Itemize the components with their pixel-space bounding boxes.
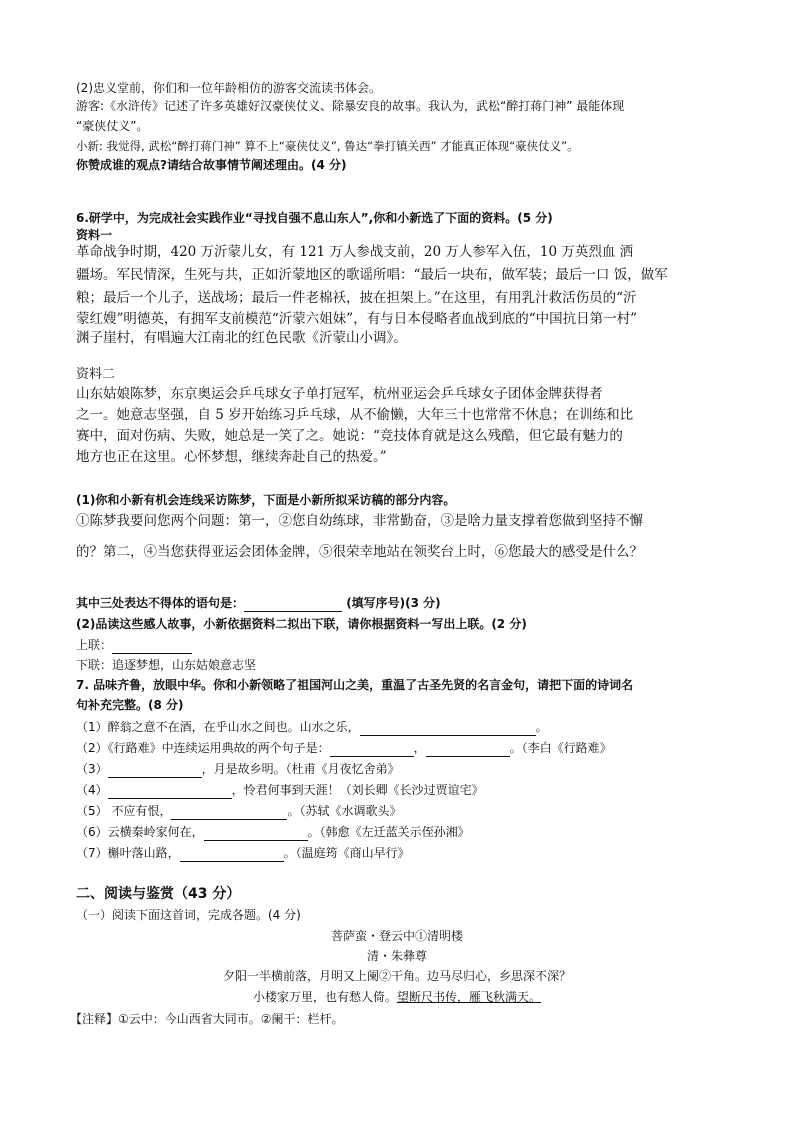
poem-note: 【注释】①云中：今山西省大同市。②阑干：栏杆。 <box>70 1012 344 1026</box>
q7-item-post: 。（李白《行路难》 <box>509 741 612 755</box>
section2-subheading: （一）阅读下面这首词，完成各题。(4 分) <box>76 908 301 922</box>
q6-material2-line: 地方也正在这里。心怀梦想，继续奔赴自己的热爱。” <box>76 449 387 465</box>
q5-2-tourist-line2: “豪侠仗义”。 <box>76 119 149 133</box>
q5-2-prompt: (2)忠义堂前，你们和一位年龄相仿的游客交流读书体会。 <box>76 81 382 95</box>
answer-blank[interactable] <box>244 597 342 612</box>
poem-blank[interactable] <box>360 721 536 736</box>
poem-blank[interactable] <box>330 742 414 757</box>
q6-sub1-answer-pre: 其中三处表达不得体的语句是： <box>76 596 245 610</box>
q7-item-pre: （6）云横秦岭家何在， <box>76 825 204 839</box>
q7-item-mid: ， <box>413 741 426 755</box>
q6-xialian: 下联：追逐梦想，山东姑娘意志坚 <box>76 658 257 672</box>
q6-material1-line: 渊子崖村，有唱遍大江南北的红色民歌《沂蒙山小调》。 <box>76 330 407 346</box>
q7-item <box>76 739 612 757</box>
q5-2-tourist-line1: 游客:《水浒传》记述了许多英雄好汉豪侠仗义、除暴安良的故事。我认为，武松“醉打蒋门神” 最能体现 <box>76 99 625 113</box>
q7-item <box>76 802 401 820</box>
poem-blank[interactable] <box>108 784 232 799</box>
q7-item <box>76 823 470 841</box>
q6-sub1-answer-post: (填写序号)(3 分) <box>342 596 441 610</box>
q7-item-pre: （5） 不应有恨， <box>76 804 172 818</box>
q6-sub1-answer-line <box>76 594 441 612</box>
poem-blank[interactable] <box>426 742 510 757</box>
poem-line2 <box>0 988 794 1006</box>
q7-item <box>76 718 548 736</box>
q5-2-xiaoxin: 小新: 我觉得, 武松“醉打蒋门神” 算不上“豪侠仗义”, 鲁达“拳打镇关西” 才能真正体现“豪侠仗义”。 <box>76 139 579 153</box>
poem-blank[interactable] <box>180 847 284 862</box>
poem-author: 清・朱彝尊 <box>366 949 427 963</box>
q7-item-post: 。（温庭筠《商山早行》 <box>283 846 410 860</box>
q6-shanglian-line <box>76 636 192 654</box>
q7-item-post: 。（苏轼《水调歌头》 <box>287 804 402 818</box>
q5-2-question: 你赞成谁的观点?请结合故事情节阐述理由。(4 分) <box>76 158 347 172</box>
q6-material1-line: 疆场。军民情深，生死与共，正如沂蒙地区的歌谣所唱：“最后一块布，做军装；最后一口 饭，做军 <box>76 267 668 283</box>
q6-material2-line: 之一。她意志坚强，自 5 岁开始练习乒乓球，从不偷懒，大年三十也常常不休息；在训练和比 <box>76 407 634 423</box>
q7-item-pre: （4） <box>76 783 108 797</box>
q6-material2-line: 赛中，面对伤病、失败，她总是一笑了之。她说：“竞技体育就是这么残酷，但它最有魅力的 <box>76 428 623 444</box>
q6-material2-title: 资料二 <box>76 367 116 382</box>
q7-item <box>76 781 484 799</box>
q6-heading: 6.研学中，为完成社会实践作业“寻找自强不息山东人”,你和小新选了下面的资料。(5 分) <box>76 211 553 225</box>
q6-material1-line: 革命战争时期，420 万沂蒙儿女，有 121 万人参战支前，20 万人参军入伍，10 万英烈血 洒 <box>76 244 634 260</box>
q7-item-pre: （3） <box>76 762 108 776</box>
poem-line2-plain: 小楼家万里，也有愁人倚。 <box>252 990 397 1004</box>
poem-blank[interactable] <box>204 826 308 841</box>
q7-item-post: ，怜君何事到天涯！（刘长卿《长沙过贾谊宅》 <box>231 783 484 797</box>
q6-material2-line: 山东姑娘陈梦，东京奥运会乒乓球女子单打冠军，杭州亚运会乒乓球女子团体金牌获得者 <box>76 386 603 402</box>
q6-sub2-prompt: (2)品读这些感人故事，小新依据资料二拟出下联，请你根据资料一写出上联。(2 分) <box>76 617 527 631</box>
q7-item-post: 。（韩愈《左迁蓝关示侄孙湘》 <box>307 825 470 839</box>
poem-blank[interactable] <box>108 763 202 778</box>
q7-item-pre: （7）槲叶落山路， <box>76 846 180 860</box>
q6-sub1-prompt: (1)你和小新有机会连线采访陈梦，下面是小新所拟采访稿的部分内容。 <box>76 493 456 507</box>
poem-blank[interactable] <box>171 805 287 820</box>
q7-item <box>76 844 410 862</box>
q6-shanglian-label: 上联： <box>76 638 113 652</box>
poem-line1: 夕阳一半横前落，月明又上阑②干角。边马尽归心，乡思深不深？ <box>222 969 571 983</box>
q7-item-post: 。 <box>535 720 548 734</box>
q6-material1-title: 资料一 <box>76 228 113 242</box>
q6-material1-line: 蒙红嫂”明德英，有拥军支前模范“沂蒙六姐妹”，有与日本侵略者血战到底的“中国抗日第一村” <box>76 311 638 327</box>
q6-sub1-text1: ①陈梦我要问您两个问题：第一，②您自幼练球，非常勤奋，③是啥力量支撑着您做到坚持不懈 <box>76 513 643 529</box>
q7-item <box>76 760 400 778</box>
poem-title: 菩萨蛮・登云中①清明楼 <box>330 929 463 943</box>
q7-heading-line2: 句补充完整。(8 分) <box>76 698 184 712</box>
q6-material1-line: 粮；最后一个儿子，送战场；最后一件老棉袄，披在担架上。”在这里，有用乳汁救活伤员的“沂 <box>76 290 637 306</box>
shanglian-blank[interactable] <box>112 639 192 654</box>
q7-item-post: ，月是故乡明。（杜甫《月夜忆舍弟》 <box>201 762 400 776</box>
q6-sub1-text2: 的？第二，④当您获得亚运会团体金牌，⑤很荣幸地站在领奖台上时，⑥您最大的感受是什么？ <box>76 544 643 560</box>
q7-item-pre: （1）醉翁之意不在酒，在乎山水之间也。山水之乐， <box>76 720 360 734</box>
poem-line2-underlined: 望断尺书传，雁飞秋满天。 <box>397 990 542 1004</box>
section2-heading: 二、阅读与鉴赏（43 分） <box>76 886 241 902</box>
q7-heading-line1: 7. 品味齐鲁，放眼中华。你和小新领略了祖国河山之美，重温了古圣先贤的名言金句，请把下面的诗词名 <box>76 678 634 692</box>
q7-item-pre: （2）《行路难》中连续运用典故的两个句子是： <box>76 741 330 755</box>
